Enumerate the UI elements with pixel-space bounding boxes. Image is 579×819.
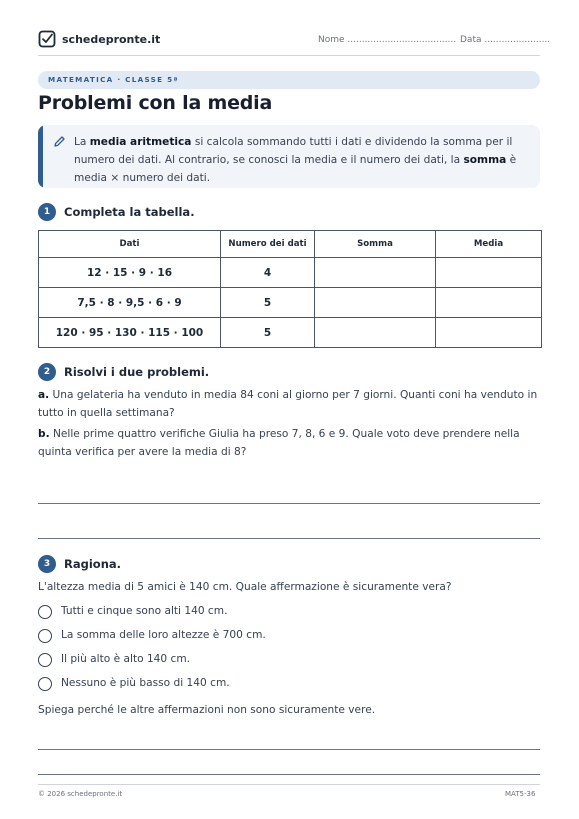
pencil-icon xyxy=(53,135,66,148)
cell-numero: 4 xyxy=(221,258,315,288)
data-table xyxy=(38,230,542,348)
option-label: Nessuno è più basso di 140 cm. xyxy=(61,677,230,689)
callout-text: La media aritmetica si calcola sommando tutti i dati e dividendo la somma per il numero dei dati. Al contrario, se conosci la media e il numero dei dati, la somma è media × numero dei dati. xyxy=(74,136,517,184)
cell-media-answer[interactable] xyxy=(436,318,542,348)
table-row xyxy=(39,288,542,318)
cell-media-answer[interactable] xyxy=(436,258,542,288)
explain-prompt: Spiega perché le altre affermazioni non sono sicuramente vere. xyxy=(38,704,376,716)
cell-somma-answer[interactable] xyxy=(315,288,436,318)
problem-a: a. Una gelateria ha venduto in media 84 coni al giorno per 7 giorni. Quanti coni ha venduto in tutto in quella settimana? xyxy=(38,389,538,419)
answer-line[interactable] xyxy=(38,503,540,504)
cell-somma-answer[interactable] xyxy=(315,258,436,288)
reasoning-question: L'altezza media di 5 amici è 140 cm. Quale affermazione è sicuramente vera? xyxy=(38,581,452,593)
answer-line[interactable] xyxy=(38,774,540,775)
radio-circle-icon[interactable] xyxy=(38,677,52,691)
cell-numero: 5 xyxy=(221,318,315,348)
problem-b: b. Nelle prime quattro verifiche Giulia ha preso 7, 8, 6 e 9. Quale voto deve prendere nella quinta verifica per avere la media di 8? xyxy=(38,428,520,458)
option-label: Il più alto è alto 140 cm. xyxy=(61,653,191,665)
name-field: Nome ...................................... xyxy=(318,35,457,45)
section-1-number: 1 xyxy=(38,203,56,221)
radio-circle-icon[interactable] xyxy=(38,629,52,643)
section-3-number: 3 xyxy=(38,555,56,573)
info-callout xyxy=(38,125,540,188)
cell-somma-answer[interactable] xyxy=(315,318,436,348)
footer-copyright: © 2026 schedepronte.it xyxy=(38,790,123,798)
table-header-row xyxy=(39,231,542,258)
footer-code: MAT5-36 xyxy=(505,790,536,798)
page-title: Problemi con la media xyxy=(38,92,273,114)
column-header-numero: Numero dei dati xyxy=(221,231,315,258)
section-2-title: Risolvi i due problemi. xyxy=(64,365,210,379)
checklist-logo-icon xyxy=(38,30,56,48)
answer-line[interactable] xyxy=(38,749,540,750)
subject-tag xyxy=(38,71,540,89)
cell-media-answer[interactable] xyxy=(436,288,542,318)
radio-circle-icon[interactable] xyxy=(38,605,52,619)
column-header-media: Media xyxy=(436,231,542,258)
section-3-title: Ragiona. xyxy=(64,557,122,571)
section-1-title: Completa la tabella. xyxy=(64,205,195,219)
answer-line[interactable] xyxy=(38,538,540,539)
header-divider xyxy=(38,55,540,56)
table-row xyxy=(39,258,542,288)
option-label: La somma delle loro altezze è 700 cm. xyxy=(61,629,266,641)
cell-dati: 7,5 · 8 · 9,5 · 6 · 9 xyxy=(39,288,221,318)
callout-accent-bar xyxy=(38,125,43,188)
cell-dati: 120 · 95 · 130 · 115 · 100 xyxy=(39,318,221,348)
radio-circle-icon[interactable] xyxy=(38,653,52,667)
footer-divider xyxy=(38,784,540,785)
site-name: schedepronte.it xyxy=(62,33,161,46)
table-row xyxy=(39,318,542,348)
option-label: Tutti e cinque sono alti 140 cm. xyxy=(61,605,228,617)
cell-dati: 12 · 15 · 9 · 16 xyxy=(39,258,221,288)
section-2-number: 2 xyxy=(38,363,56,381)
cell-numero: 5 xyxy=(221,288,315,318)
subject-tag-label: MATEMATICA · CLASSE 5ª xyxy=(48,75,179,84)
column-header-somma: Somma xyxy=(315,231,436,258)
date-field: Data ....................... xyxy=(460,35,551,45)
column-header-dati: Dati xyxy=(39,231,221,258)
